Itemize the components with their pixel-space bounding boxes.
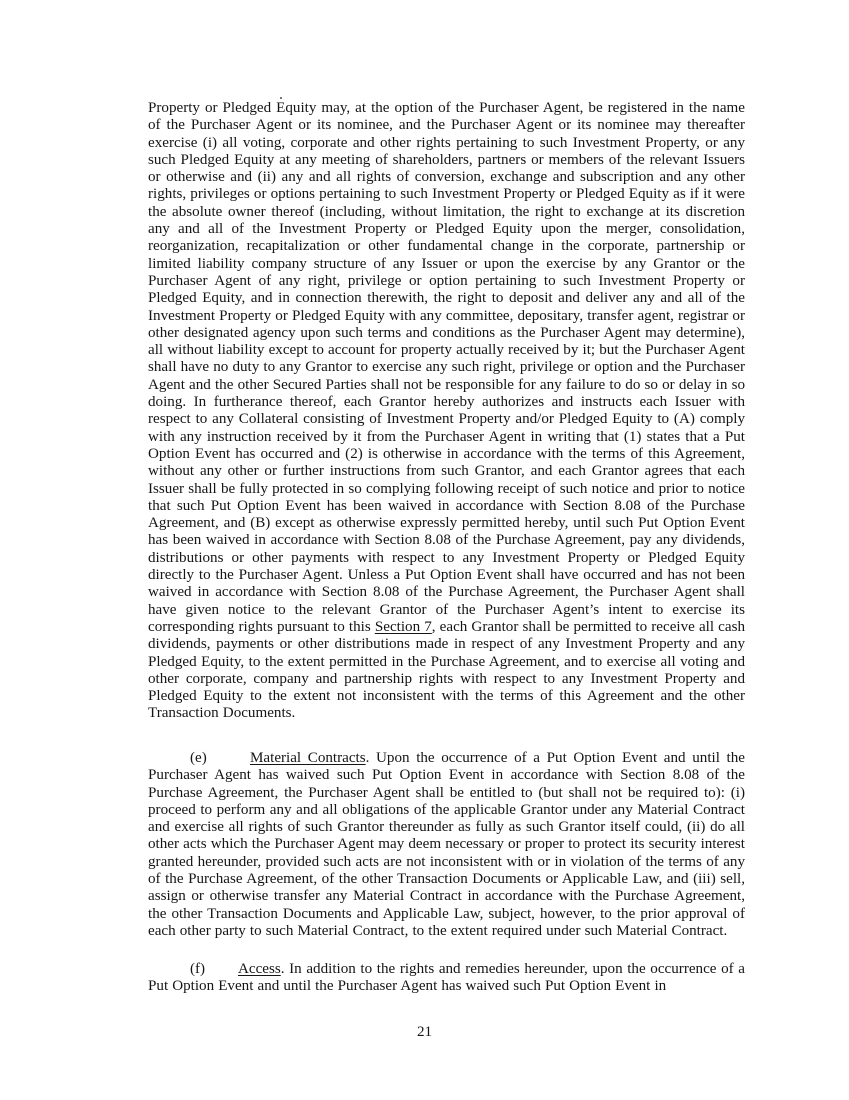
body-text: , each Grantor shall be permitted to receive all cash dividends, payments or other distributions made in respect of any Investment Property and any Pledged Equity, to the extent permitted in the Purchase Agreement, and to exercise all voting and other corporate, company and partnership rights with respect to any Investment Property and Pledged Equity to the extent not inconsistent with the terms of this Agreement and the other Transaction Documents. bbox=[148, 618, 745, 722]
scan-artifact-dot bbox=[280, 97, 282, 99]
underlined-reference: Section 7 bbox=[374, 618, 432, 635]
paragraph-continuation bbox=[148, 100, 745, 723]
underlined-reference: Access bbox=[238, 961, 281, 977]
subsection-label: (f) bbox=[190, 961, 206, 977]
page-number: 21 bbox=[416, 1024, 433, 1040]
paragraph-subsection-e bbox=[148, 750, 745, 940]
underlined-reference: Material Contracts bbox=[250, 750, 366, 766]
body-text: Property or Pledged Equity may, at the option of the Purchaser Agent, be registered in the name of the Purchaser Agent or its nominee, and the Purchaser Agent or its nominee may thereafter exercise (i) all voting, corporate and other rights pertaining to such Investment Property, or any such Pledged Equity at any meeting of shareholders, partners or members of the relevant Issuers or otherwise and (ii) any and all rights of conversion, exchange and subscription and any other rights, privileges or options pertaining to such Investment Property or Pledged Equity as if it were the absolute owner thereof (including, without limitation, the right to exchange at its discretion any and all of the Investment Property or Pledged Equity upon the merger, consolidation, reorganization, recapitalization or other fundamental change in the corporate, partnership or limited liability company structure of any Issuer or upon the exercise by any Grantor or the Purchaser Agent of any right, privilege or option pertaining to such Investment Property or Pledged Equity, and in connection therewith, the right to deposit and deliver any and all of the Investment Property or Pledged Equity with any committee, depositary, transfer agent, registrar or other designated agency upon such terms and conditions as the Purchaser Agent may determine), all without liability except to account for property actually received by it; but the Purchaser Agent shall have no duty to any Grantor to exercise any such right, privilege or option and the Purchaser Agent and the other Secured Parties shall not be responsible for any failure to do so or delay in so doing. In furtherance thereof, each Grantor hereby authorizes and instructs each Issuer with respect to any Collateral consisting of Investment Property and/or Pledged Equity to (A) comply with any instruction received by it from the Purchaser Agent in writing that (1) states that a Put Option Event has occurred and (2) is otherwise in accordance with the terms of this Agreement, without any other or further instructions from such Grantor, and each Grantor agrees that each Issuer shall be fully protected in so complying following receipt of such notice and prior to notice that such Put Option Event has been waived in accordance with Section 8.08 of the Purchase Agreement, and (B) except as otherwise expressly permitted hereby, until such Put Option Event has been waived in accordance with Section 8.08 of the Purchase Agreement, pay any dividends, distributions or other payments with respect to any Investment Property or Pledged Equity directly to the Purchaser Agent. Unless a Put Option Event shall have occurred and has not been waived in accordance with Section 8.08 of the Purchase Agreement, the Purchaser Agent shall have given notice to the relevant Grantor of the Purchaser Agent’s intent to exercise its corresponding rights pursuant to this bbox=[148, 100, 745, 635]
subsection-label: (e) bbox=[190, 750, 207, 766]
paragraph-subsection-f bbox=[148, 961, 745, 996]
body-text: . In addition to the rights and remedies hereunder, upon the occurrence of a Put Option Event and until the Purchaser Agent has waived such Put Option Event in bbox=[148, 961, 745, 995]
body-text: . Upon the occurrence of a Put Option Event and until the Purchaser Agent has waived such Put Option Event in accordance with Section 8.08 of the Purchase Agreement, the Purchaser Agent shall be entitled to (but shall not be required to): (i) proceed to perform any and all obligations of the applicable Grantor under any Material Contract and exercise all rights of such Grantor thereunder as fully as such Grantor itself could, (ii) do all other acts which the Purchaser Agent may deem necessary or proper to protect its security interest granted hereunder, provided such acts are not inconsistent with or in violation of the terms of any of the Purchase Agreement, of the other Transaction Documents or Applicable Law, and (iii) sell, assign or otherwise transfer any Material Contract in accordance with the Purchase Agreement, the other Transaction Documents and Applicable Law, subject, however, to the prior approval of each other party to such Material Contract, to the extent required under such Material Contract. bbox=[148, 750, 745, 939]
